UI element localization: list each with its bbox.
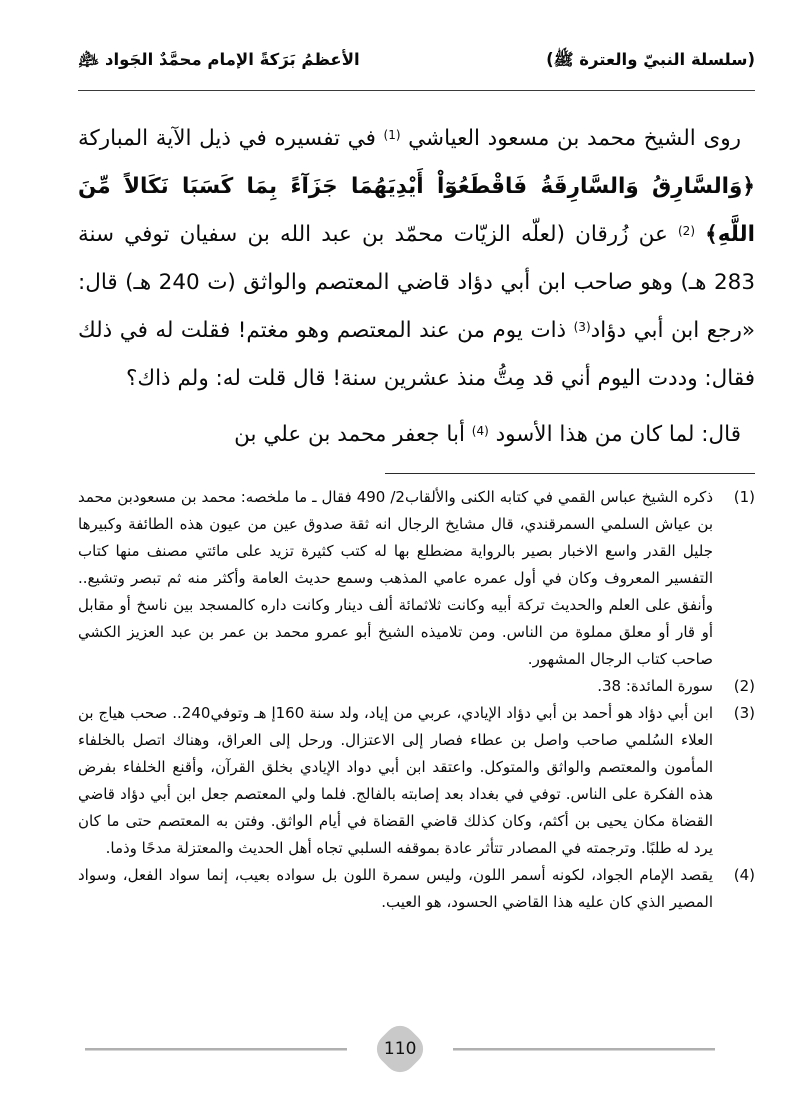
series-title: (سلسلة النبيّ والعترة ﷺ) bbox=[546, 50, 755, 69]
footnote-ref-3: (3) bbox=[573, 320, 591, 334]
footnote-text: ابن أبي دؤاد هو أحمد بن أبي دؤاد الإيادي، عربي من إياد، ولد سنة 160إ هـ وتوفي240.. صحب هياج بن العلاء السُلمي صاحب واصل بن عطاء فصار إلى الاعتزال. ورحل إلى العراق، وهناك اتصل بالخلفاء المأمون والمعتصم والواثق والمتوكل. واعتقد ابن أبي دواد الإيادي بخلق القرآن، وأقنع الخلفاء بفرض هذه الفكرة على الناس. توفي في بغداد بعد إصابته بالفالج. فلما ولي المعتصم جعل ابن أبي دؤاد قاضي القضاة مكان يحيى بن أكثم، وكان كذلك قاضي القضاة في أيام الواثق. وفتن به المعتصم حتى ما كان يرد له طلبًا. وترجمته في المصادر تتأثر عادة بموقفه السلبي تجاه أهل الحديث والمعتزلة مدحًا وذما. bbox=[78, 704, 714, 857]
book-title: الأعظمُ بَرَكةً الإمام محمَّدٌ الجَواد ﵇ bbox=[78, 50, 360, 69]
text-segment: ذات يوم من عند المعتصم وهو مغتم! فقلت له في ذلك فقال: وددت اليوم أني قد مِتُّ منذ عشرين سنة! قال قلت له: ولم ذاك؟ bbox=[78, 318, 755, 391]
footer-rule-left bbox=[85, 1048, 347, 1050]
page-content bbox=[78, 50, 755, 916]
footnote-number: (1) bbox=[733, 488, 755, 506]
footnote-item bbox=[78, 862, 755, 916]
footnote-number: (4) bbox=[733, 866, 755, 884]
footer-rule-right bbox=[453, 1048, 715, 1050]
footnote-item bbox=[78, 673, 755, 700]
footnote-number: (3) bbox=[733, 704, 755, 722]
page-header bbox=[78, 50, 755, 74]
footnote-item bbox=[78, 484, 755, 673]
paragraph-2 bbox=[78, 411, 755, 459]
footnote-ref-4: (4) bbox=[471, 424, 489, 438]
footnote-separator bbox=[385, 473, 755, 474]
page-number-badge bbox=[370, 1019, 429, 1078]
paragraph-1 bbox=[78, 115, 755, 403]
footnotes-section bbox=[78, 484, 755, 916]
text-segment: روى الشيخ محمد بن مسعود العياشي bbox=[408, 126, 741, 151]
quran-verse: ﴿وَالسَّارِقُ وَالسَّارِقَةُ فَاقْطَعُوٓاْ أَيْدِيَهُمَا جَزَآءً بِمَا كَسَبَا نَكَالاً مِّنَ اللَّهِ﴾ bbox=[78, 174, 755, 247]
text-segment: عن زُرقان (لعلّه الزيّات محمّد بن عبد الله بن سفيان توفي سنة 283 هـ) وهو صاحب ابن أبي دؤاد قاضي المعتصم والواثق (ت 240 هـ) قال: «رجع ابن أبي دؤاد bbox=[78, 222, 756, 343]
text-segment: أبا جعفر محمد بن علي بن bbox=[234, 422, 472, 447]
footnote-text: سورة المائدة: 38. bbox=[597, 677, 713, 695]
page-footer bbox=[0, 1028, 800, 1070]
text-segment: قال: لما كان من هذا الأسود bbox=[495, 422, 741, 447]
footnote-text: يقصد الإمام الجواد، لكونه أسمر اللون، وليس سمرة اللون بل سواده بعيب، إنما سواد الفعل، وسواد المصير الذي كان عليه هذا القاضي الحسود، هو العيب. bbox=[78, 866, 713, 911]
footnote-ref-2: (2) bbox=[677, 224, 695, 238]
text-segment: في تفسيره في ذيل الآية المباركة bbox=[78, 126, 384, 151]
footnote-ref-1: (1) bbox=[383, 128, 401, 142]
page-number: 110 bbox=[383, 1038, 417, 1059]
header-rule bbox=[78, 90, 755, 91]
body-text bbox=[78, 115, 755, 459]
footnote-text: ذكره الشيخ عباس القمي في كتابه الكنى والألقاب2/ 490 فقال ـ ما ملخصه: محمد بن مسعودبن محمد بن عياش السلمي السمرقندي، قال مشايخ الرجال انه ثقة صدوق عين من عيون هذه الطائفة وكبيرها جليل القدر واسع الاخبار بصير بالرواية مضطلع بها له كتب كثيرة تزيد على مائتي مصنف منها كتاب التفسير المعروف وكان في أول عمره عامي المذهب وسمع حديث العامة وأكثر منه ثم تبصر وتشيع.. وأنفق على العلم والحديث تركة أبيه وكانت ثلاثمائة ألف دينار وكانت داره كالمسجد بين ناسخ أو مقابل أو قار أو معلق مملوة من الناس. ومن تلاميذه الشيخ أبو عمرو محمد بن عمر بن عبد العزيز الكشي صاحب كتاب الرجال المشهور. bbox=[78, 488, 714, 668]
footnote-item bbox=[78, 700, 755, 862]
footnote-number: (2) bbox=[733, 677, 755, 695]
